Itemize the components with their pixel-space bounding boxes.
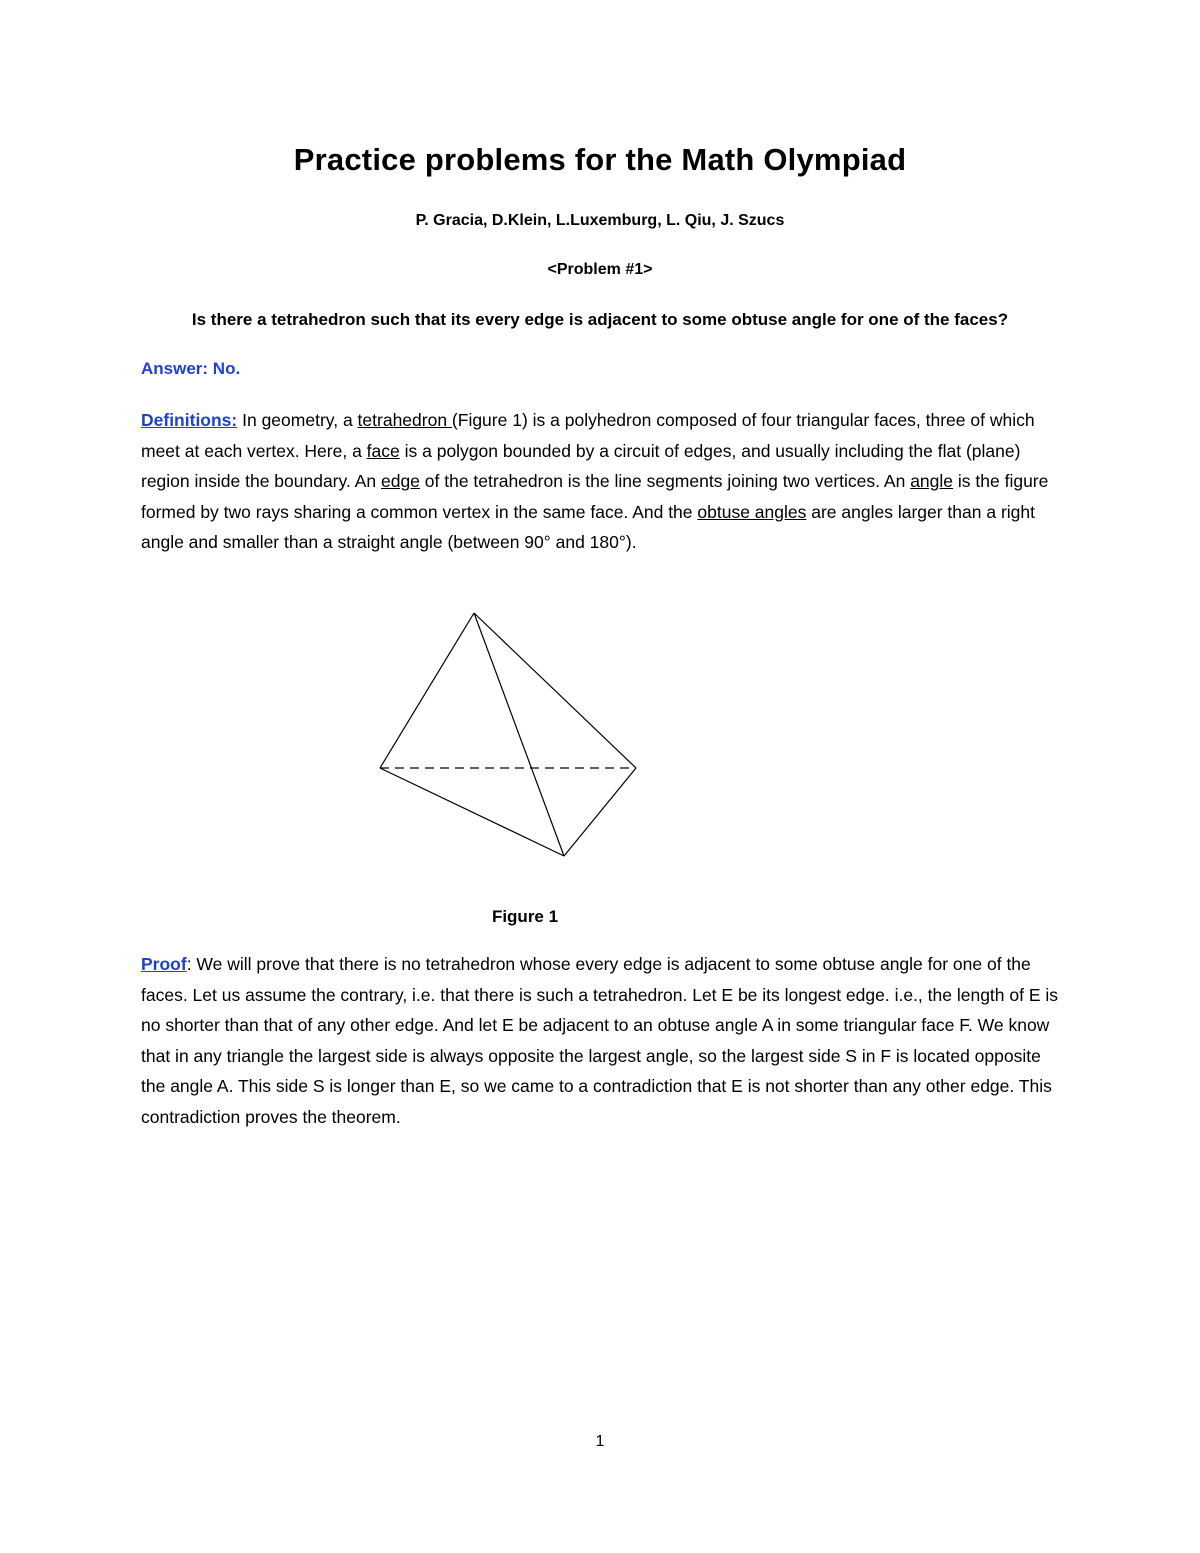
edge-apex-left: [380, 613, 474, 768]
edge-apex-right: [474, 613, 636, 768]
problem-label: <Problem #1>: [547, 261, 653, 278]
proof-paragraph: [141, 949, 1061, 1132]
edge-right-bottom: [564, 768, 636, 856]
page-number: 1: [595, 1433, 605, 1450]
term-tetrahedron: tetrahedron: [357, 410, 452, 430]
proof-label: Proof: [141, 954, 187, 974]
answer-line: Answer: No.: [141, 359, 241, 378]
figure-caption: Figure 1: [491, 907, 559, 926]
problem-question: Is there a tetrahedron such that its every edge is adjacent to some obtuse angle for one of the faces?: [191, 310, 1009, 329]
definitions-text-6: are angles larger than a right angle and smaller than a straight angle (between 90° and 180°).: [141, 501, 1035, 552]
definitions-paragraph: [141, 405, 1061, 558]
definitions-text-5: is the figure formed by two rays sharing a common vertex in the same face. And the: [141, 471, 1049, 522]
authors-line: P. Gracia, D.Klein, L.Luxemburg, L. Qiu, J. Szucs: [415, 212, 785, 229]
definitions-text-2: (Figure 1) is a polyhedron composed of four triangular faces, three of which meet at each vertex. Here, a: [141, 410, 1035, 461]
definitions-label: Definitions:: [141, 410, 238, 430]
term-edge: edge: [380, 471, 420, 491]
definitions-text-1: In geometry, a: [237, 410, 358, 430]
definitions-text-4: of the tetrahedron is the line segments joining two vertices. An: [419, 471, 911, 491]
definitions-text-3: is a polygon bounded by a circuit of edges, and usually including the flat (plane) region inside the boundary. An: [141, 440, 1021, 491]
term-obtuse-angles: obtuse angles: [697, 501, 807, 522]
document-title: Practice problems for the Math Olympiad: [293, 142, 907, 177]
proof-text: : We will prove that there is no tetrahedron whose every edge is adjacent to some obtuse angle for one of the faces. Let us assume the contrary, i.e. that there is such a tetrahedron. Let E be its longest edge. i.e., the length of E is no shorter than that of any other edge. And let E be adjacent to an obtuse angle A in some triangular face F. We know that in any triangle the largest side is always opposite the largest angle, so the largest side S in F is located opposite the angle A. This side S is longer than E, so we came to a contradiction that E is not shorter than any other edge. This contradiction proves the theorem.: [141, 954, 1059, 1127]
term-angle: angle: [910, 471, 954, 491]
tetrahedron-figure: [370, 605, 645, 865]
term-face: face: [366, 440, 400, 461]
